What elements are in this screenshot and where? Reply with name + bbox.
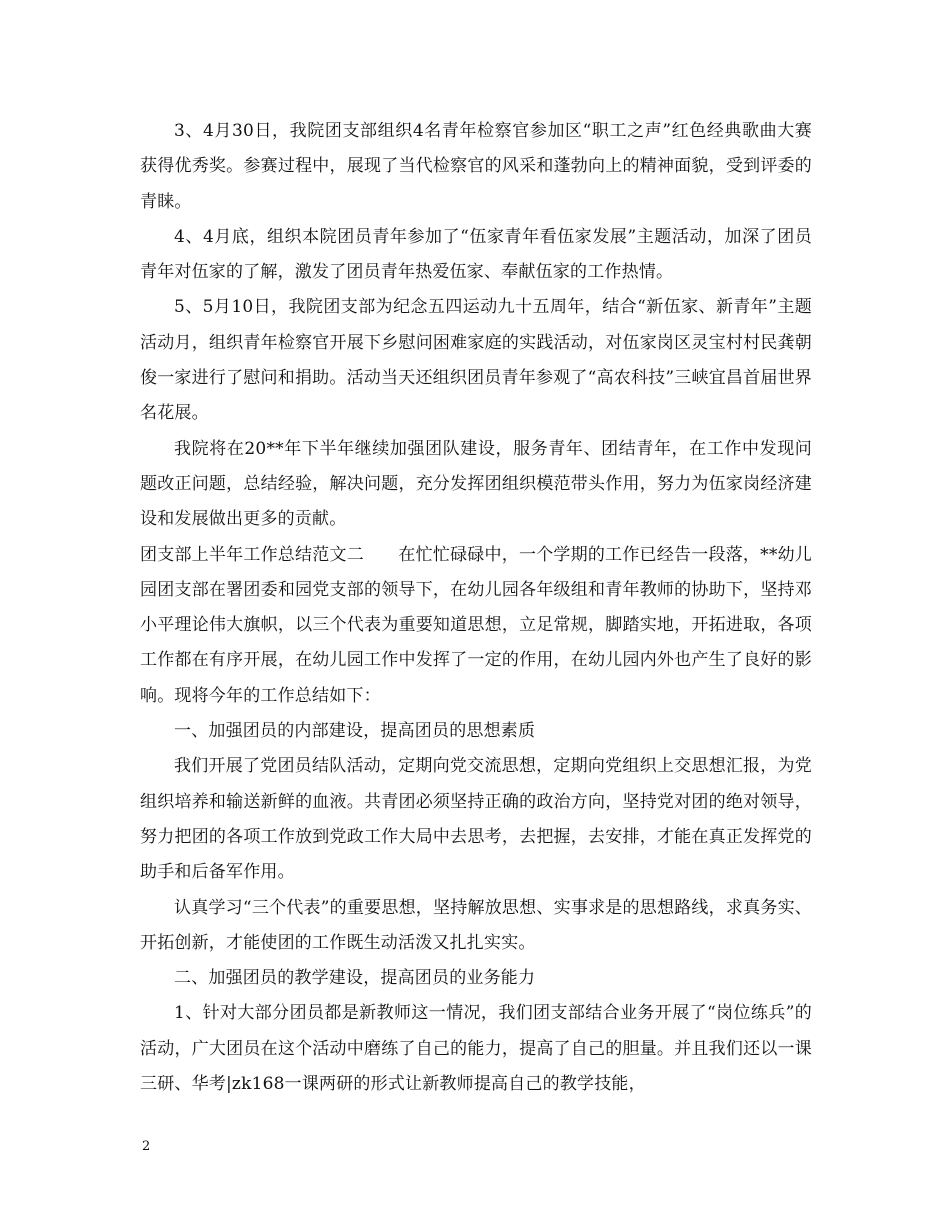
paragraph-party-activities: 我们开展了党团员结队活动，定期向党交流思想，定期向党组织上交思想汇报，为党组织培养和输送新鲜的血液。共青团必须坚持正确的政治方向，坚持党对团的绝对领导，努力把团的各项工作放到党政工作大局中去思考，去把握，去安排，才能在真正发挥党的助手和后备军作用。 xyxy=(140,756,812,883)
paragraph-item-3: 3、4月30日，我院团支部组织4名青年检察官参加区“职工之声”红色经典歌曲大赛获得优秀奖。参赛过程中，展现了当代检察官的风采和蓬勃向上的精神面貌，受到评委的青睐。 xyxy=(140,121,812,212)
section-heading-1: 一、加强团员的内部建设，提高团员的思想素质 xyxy=(174,721,536,742)
document-body xyxy=(140,114,812,1102)
page-number: 2 xyxy=(142,1139,151,1154)
paragraph-sample-two-intro: 团支部上半年工作总结范文二 在忙忙碌碌中，一个学期的工作已经告一段落，**幼儿园团支部在署团委和园党支部的领导下，在幼儿园各年级组和青年教师的协助下，坚持邓小平理论伟大旗帜，以三个代表为重要知道思想，立足常规，脚踏实地，开拓进取，各项工作都在有序开展，在幼儿园工作中发挥了一定的作用，在幼儿园内外也产生了良好的影响。现将今年的工作总结如下： xyxy=(140,544,812,706)
paragraph-item-4: 4、4月底，组织本院团员青年参加了“伍家青年看伍家发展”主题活动，加深了团员青年对伍家的了解，激发了团员青年热爱伍家、奉献伍家的工作热情。 xyxy=(140,226,812,283)
paragraph-teacher-training: 1、针对大部分团员都是新教师这一情况，我们团支部结合业务开展了“岗位练兵”的活动，广大团员在这个活动中磨练了自己的能力，提高了自己的胆量。并且我们还以一课三研、华考|zk168一课两研的形式让新教师提高自己的教学技能， xyxy=(140,1003,812,1095)
section-heading-2: 二、加强团员的教学建设，提高团员的业务能力 xyxy=(174,968,536,989)
paragraph-item-5: 5、5月10日，我院团支部为纪念五四运动九十五周年，结合“新伍家、新青年”主题活动月，组织青年检察官开展下乡慰问困难家庭的实践活动，对伍家岗区灵宝村村民龚朝俊一家进行了慰问和捐助。活动当天还组织团员青年参观了“高农科技”三峡宜昌首届世界名花展。 xyxy=(140,297,812,424)
paragraph-plan: 我院将在20**年下半年继续加强团队建设，服务青年、团结青年，在工作中发现问题改正问题，总结经验，解决问题，充分发挥团组织模范带头作用，努力为伍家岗经济建设和发展做出更多的贡献。 xyxy=(140,438,812,530)
paragraph-three-represents: 认真学习“三个代表”的重要思想，坚持解放思想、实事求是的思想路线，求真务实、开拓创新，才能使团的工作既生动活泼又扎扎实实。 xyxy=(140,897,812,953)
